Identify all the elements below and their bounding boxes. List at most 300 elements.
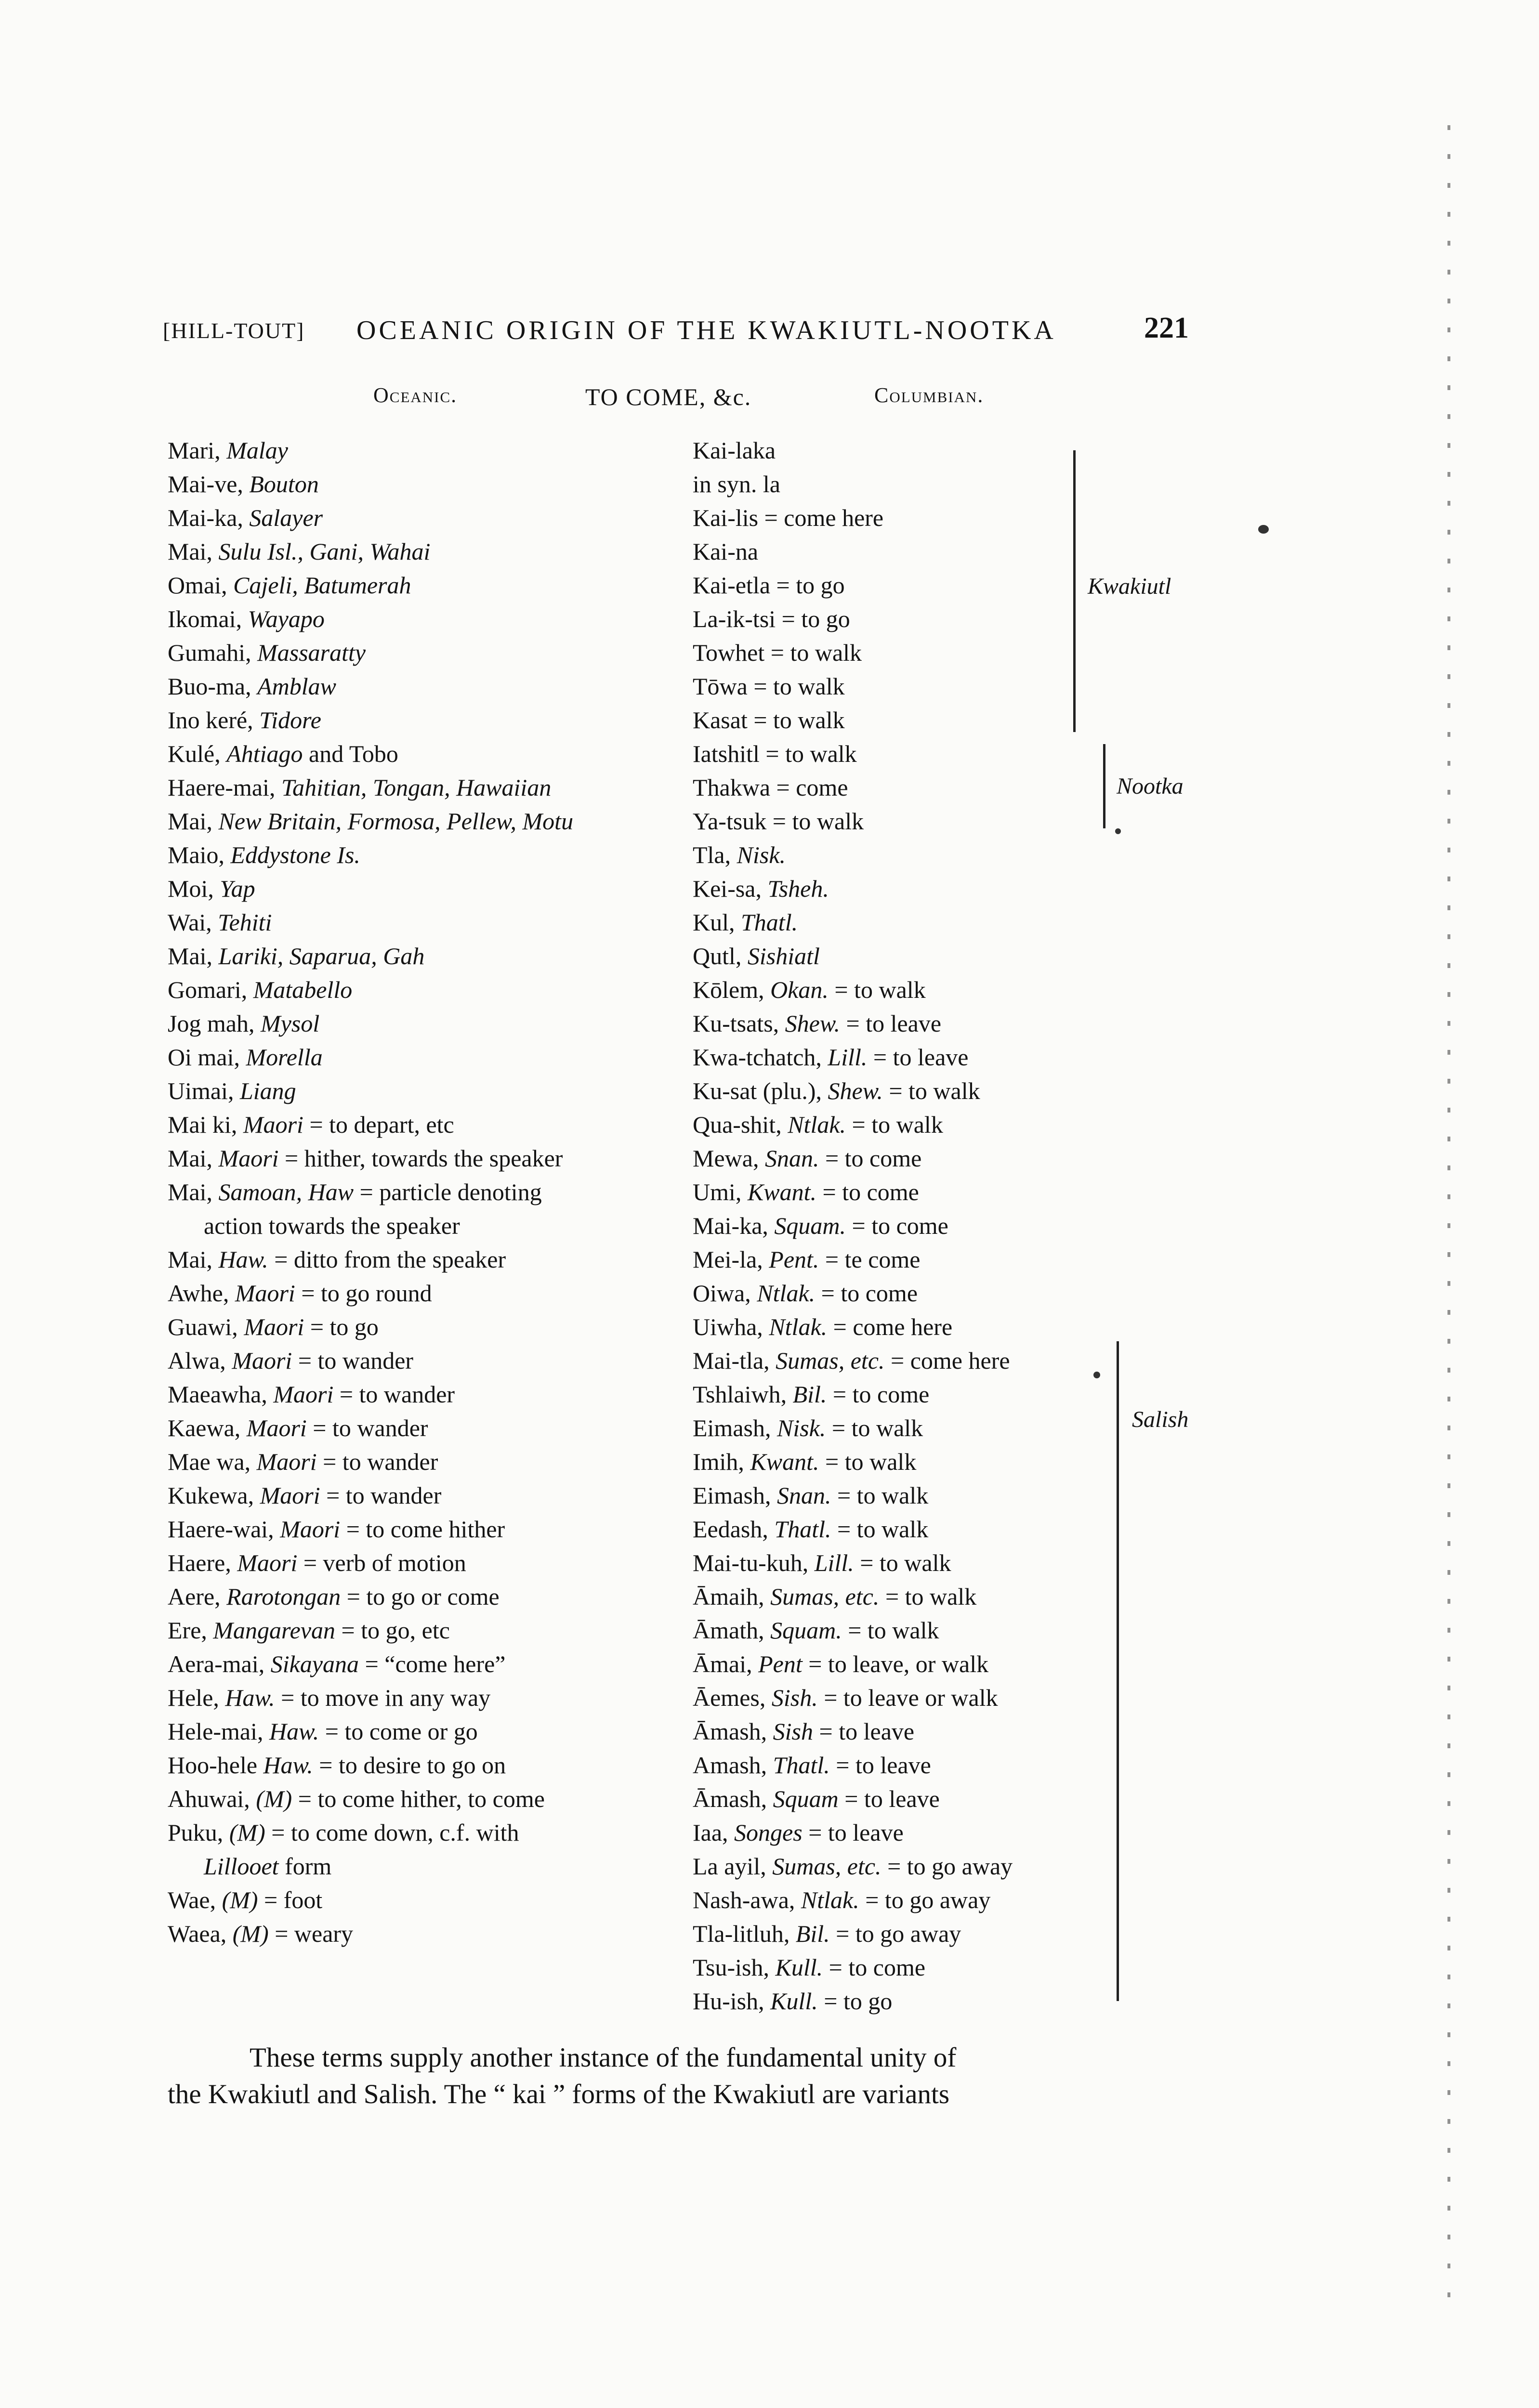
oceanic-gloss: = to go xyxy=(304,1313,379,1340)
oceanic-source-name: (M) xyxy=(232,1920,269,1947)
columbian-headword: Mewa, xyxy=(693,1145,765,1172)
columbian-entry xyxy=(693,1748,1126,1782)
oceanic-headword: Waea, xyxy=(168,1920,233,1947)
columbian-gloss: = to walk xyxy=(826,1414,923,1441)
columbian-headword: Umi, xyxy=(693,1178,748,1205)
oceanic-entry xyxy=(168,703,697,737)
columbian-heading: Columbian. xyxy=(874,383,984,407)
columbian-headword: Thakwa xyxy=(693,774,771,801)
oceanic-entry xyxy=(168,1748,697,1782)
oceanic-headword: Aere, xyxy=(168,1583,227,1610)
oceanic-source-name: Bouton xyxy=(249,471,319,497)
columbian-entry xyxy=(693,669,1126,703)
columbian-source-name: Tsheh. xyxy=(767,875,829,902)
columbian-headword: Ku-tsats, xyxy=(693,1010,785,1037)
oceanic-entry xyxy=(168,1479,697,1512)
oceanic-headword: Mai, xyxy=(168,942,219,969)
columbian-source-name: Snan. xyxy=(776,1482,831,1509)
columbian-gloss: = to go away xyxy=(829,1920,961,1947)
closing-paragraph xyxy=(168,2040,1223,2113)
columbian-gloss: = come xyxy=(770,774,848,801)
columbian-gloss: = to come xyxy=(827,1381,930,1408)
columbian-headword: Eedash, xyxy=(693,1516,775,1543)
columbian-headword: Kōlem, xyxy=(693,976,771,1003)
oceanic-entry xyxy=(168,1883,697,1917)
columbian-source-name: Sumas, etc. xyxy=(776,1347,885,1374)
columbian-entry xyxy=(693,1344,1126,1377)
oceanic-gloss: = to go, etc xyxy=(335,1617,450,1644)
columbian-headword: Hu-ish, xyxy=(693,1988,771,2015)
oceanic-entry xyxy=(168,771,697,804)
columbian-entry xyxy=(693,1377,1126,1411)
nootka-bracket xyxy=(1103,744,1105,828)
columbian-entry xyxy=(693,1849,1126,1883)
oceanic-source-name: Mysol xyxy=(261,1010,320,1037)
columbian-gloss: = come here xyxy=(827,1313,953,1340)
columbian-headword: Kasat xyxy=(693,707,748,733)
columbian-gloss: = to leave, or walk xyxy=(802,1650,989,1677)
oceanic-source-name: Malay xyxy=(226,437,288,464)
columbian-source-name: Sumas, etc. xyxy=(770,1583,880,1610)
oceanic-entry xyxy=(168,1580,697,1613)
oceanic-entry xyxy=(168,1647,697,1681)
columbian-headword: Kai-etla xyxy=(693,572,771,599)
columbian-source-name: Pent. xyxy=(769,1246,819,1273)
columbian-entry xyxy=(693,1445,1126,1479)
columbian-source-name: Songes xyxy=(734,1819,802,1846)
columbian-entry xyxy=(693,1984,1126,2018)
oceanic-heading: Oceanic. xyxy=(373,383,458,407)
columbian-source-name: Pent xyxy=(758,1650,802,1677)
oceanic-gloss: = ditto from the speaker xyxy=(268,1246,506,1273)
oceanic-source-name: Samoan, Haw xyxy=(218,1178,354,1205)
columbian-source-name: Squam. xyxy=(774,1212,846,1239)
oceanic-source-name: Haw. xyxy=(263,1752,313,1779)
oceanic-headword: Wai, xyxy=(168,909,218,936)
columbian-entry xyxy=(693,973,1126,1007)
oceanic-source-name: Maori xyxy=(232,1347,292,1374)
columbian-entry xyxy=(693,1782,1126,1816)
oceanic-entry xyxy=(168,433,697,467)
columbian-source-name: Kwant. xyxy=(747,1178,816,1205)
oceanic-gloss: = to desire to go on xyxy=(313,1752,506,1779)
oceanic-headword: Kukewa, xyxy=(168,1482,260,1509)
oceanic-entry xyxy=(168,1108,697,1141)
salish-label: Salish xyxy=(1132,1407,1189,1432)
columbian-headword: Āemes, xyxy=(693,1684,772,1711)
oceanic-source-name: Cajeli, Batumerah xyxy=(233,572,411,599)
oceanic-source-name: (M) xyxy=(256,1785,292,1812)
columbian-source-name: Thatl. xyxy=(773,1752,830,1779)
columbian-gloss: = to go away xyxy=(859,1886,991,1913)
oceanic-entry xyxy=(168,1681,697,1714)
columbian-gloss: = to leave or walk xyxy=(817,1684,998,1711)
columbian-entry xyxy=(693,1276,1126,1310)
oceanic-entry xyxy=(168,535,697,568)
oceanic-entry xyxy=(168,1377,697,1411)
oceanic-headword: Hele, xyxy=(168,1684,225,1711)
oceanic-entry xyxy=(168,1074,697,1108)
columbian-entry xyxy=(693,602,1126,636)
columbian-entry xyxy=(693,568,1126,602)
oceanic-entry xyxy=(168,1546,697,1580)
oceanic-gloss: = verb of motion xyxy=(297,1549,466,1576)
columbian-gloss: = to leave xyxy=(838,1785,940,1812)
oceanic-entry xyxy=(168,737,697,771)
oceanic-headword: Mai-ka, xyxy=(168,504,250,531)
running-head xyxy=(0,308,1539,347)
oceanic-source-name: Maori xyxy=(273,1381,334,1408)
oceanic-entry xyxy=(168,1512,697,1546)
scan-speck xyxy=(1258,525,1269,534)
oceanic-gloss: = to move in any way xyxy=(275,1684,491,1711)
oceanic-source-name: Tahitian, Tongan, Hawaiian xyxy=(281,774,552,801)
columbian-source-name: Sish. xyxy=(771,1684,818,1711)
oceanic-entry xyxy=(168,1243,697,1276)
columbian-entry xyxy=(693,737,1126,771)
margin-scan-artifact xyxy=(1447,125,1450,2316)
columbian-entry xyxy=(693,535,1126,568)
nootka-label: Nootka xyxy=(1117,773,1184,799)
oceanic-gloss: = to wander xyxy=(306,1414,428,1441)
oceanic-source-name: Lillooet xyxy=(204,1853,279,1880)
topic-heading: TO COME, &c. xyxy=(585,383,752,410)
oceanic-gloss: = hither, towards the speaker xyxy=(278,1145,563,1172)
page-title: OCEANIC ORIGIN OF THE KWAKIUTL-NOOTKA xyxy=(356,315,1056,345)
oceanic-source-name: Tidore xyxy=(259,707,321,733)
oceanic-source-name: (M) xyxy=(229,1819,265,1846)
columbian-source-name: Bil. xyxy=(792,1381,827,1408)
columbian-headword: Eimash, xyxy=(693,1414,777,1441)
oceanic-headword: Mai ki, xyxy=(168,1111,243,1138)
columbian-entry xyxy=(693,905,1126,939)
column-headings xyxy=(0,383,1539,417)
oceanic-headword: Moi, xyxy=(168,875,220,902)
columbian-headword: La-ik-tsi xyxy=(693,605,776,632)
oceanic-headword: Wae, xyxy=(168,1886,222,1913)
columbian-entry xyxy=(693,1714,1126,1748)
columbian-headword: Tshlaiwh, xyxy=(693,1381,793,1408)
columbian-entry xyxy=(693,804,1126,838)
columbian-gloss: = to leave xyxy=(813,1718,915,1745)
columbian-source-name: Squam. xyxy=(770,1617,842,1644)
columbian-headword: La ayil, xyxy=(693,1853,773,1880)
oceanic-entry xyxy=(168,1917,697,1950)
oceanic-gloss: = weary xyxy=(268,1920,354,1947)
oceanic-source-name: Amblaw xyxy=(257,673,336,700)
oceanic-entry xyxy=(168,1613,697,1647)
columbian-gloss: = to come xyxy=(846,1212,948,1239)
oceanic-gloss: = to come hither, to come xyxy=(292,1785,545,1812)
columbian-headword: Qutl, xyxy=(693,942,748,969)
columbian-gloss: = to walk xyxy=(879,1583,977,1610)
oceanic-headword: Mai, xyxy=(168,808,219,835)
columbian-entry xyxy=(693,501,1126,535)
oceanic-gloss: = to go or come xyxy=(341,1583,500,1610)
oceanic-source-name: Wayapo xyxy=(248,605,325,632)
oceanic-entry xyxy=(168,1714,697,1748)
columbian-gloss: = to walk xyxy=(747,707,845,733)
columbian-gloss: = to come xyxy=(819,1145,922,1172)
oceanic-headword: Ahuwai, xyxy=(168,1785,256,1812)
columbian-gloss: = to walk xyxy=(846,1111,943,1138)
columbian-entry xyxy=(693,467,1126,501)
oceanic-entry xyxy=(168,1849,697,1883)
columbian-entry xyxy=(693,838,1126,872)
columbian-gloss: = to come xyxy=(815,1280,918,1307)
columbian-source-name: Thatl. xyxy=(741,909,798,936)
columbian-entry xyxy=(693,1411,1126,1445)
oceanic-gloss: = foot xyxy=(258,1886,323,1913)
oceanic-entry xyxy=(168,1175,697,1209)
scan-speck xyxy=(1115,828,1121,834)
columbian-gloss: = to walk xyxy=(854,1549,951,1576)
oceanic-gloss: = to go round xyxy=(295,1280,432,1307)
oceanic-entry xyxy=(168,636,697,669)
columbian-gloss: = to walk xyxy=(842,1617,939,1644)
oceanic-headword: Haere, xyxy=(168,1549,237,1576)
columbian-headword: Eimash, xyxy=(693,1482,777,1509)
columbian-source-name: Shew. xyxy=(828,1077,883,1104)
columbian-entry xyxy=(693,1175,1126,1209)
oceanic-entry xyxy=(168,973,697,1007)
oceanic-source-name: Matabello xyxy=(253,976,353,1003)
columbian-headword: Towhet xyxy=(693,639,765,666)
columbian-entry xyxy=(693,1512,1126,1546)
oceanic-source-name: Liang xyxy=(239,1077,296,1104)
oceanic-source-name: Maori xyxy=(243,1111,303,1138)
columbian-headword: Tsu-ish, xyxy=(693,1954,776,1981)
columbian-entry xyxy=(693,1546,1126,1580)
oceanic-source-name: Maori xyxy=(246,1414,307,1441)
columbian-headword: Ku-sat (plu.), xyxy=(693,1077,828,1104)
oceanic-entry xyxy=(168,602,697,636)
oceanic-gloss: = to wander xyxy=(320,1482,442,1509)
oceanic-gloss: = to come hither xyxy=(340,1516,505,1543)
oceanic-entry xyxy=(168,1445,697,1479)
oceanic-headword: Kaewa, xyxy=(168,1414,247,1441)
columbian-entry xyxy=(693,1007,1126,1040)
columbian-gloss: = to go away xyxy=(881,1853,1013,1880)
columbian-entry xyxy=(693,1243,1126,1276)
columbian-source-name: Sumas, etc. xyxy=(772,1853,881,1880)
oceanic-headword: Jog mah, xyxy=(168,1010,261,1037)
columbian-gloss: = to go xyxy=(817,1988,893,2015)
columbian-gloss: = to come xyxy=(823,1954,926,1981)
oceanic-headword: Mae wa, xyxy=(168,1448,257,1475)
oceanic-headword: Maeawha, xyxy=(168,1381,274,1408)
columbian-headword: Iatshitl xyxy=(693,740,760,767)
author-tag: [HILL-TOUT] xyxy=(163,318,305,343)
oceanic-source-name: Massaratty xyxy=(257,639,366,666)
oceanic-entry xyxy=(168,1040,697,1074)
oceanic-source-name: Morella xyxy=(246,1044,323,1071)
oceanic-headword: Mai, xyxy=(168,1145,219,1172)
columbian-entry xyxy=(693,1040,1126,1074)
oceanic-source-name: Yap xyxy=(220,875,255,902)
oceanic-source-name: Rarotongan xyxy=(226,1583,341,1610)
oceanic-source-name: Sulu Isl., Gani, Wahai xyxy=(218,538,431,565)
oceanic-entry xyxy=(168,1276,697,1310)
oceanic-entry xyxy=(168,939,697,973)
columbian-headword: Ya-tsuk xyxy=(693,808,767,835)
columbian-headword: Mai-tla, xyxy=(693,1347,776,1374)
oceanic-headword: Ino keré, xyxy=(168,707,260,733)
columbian-source-name: Thatl. xyxy=(774,1516,831,1543)
columbian-headword: Amash, xyxy=(693,1752,773,1779)
columbian-source-name: Snan. xyxy=(764,1145,819,1172)
oceanic-entry xyxy=(168,568,697,602)
columbian-headword: Kwa-tchatch, xyxy=(693,1044,828,1071)
oceanic-gloss: = to wander xyxy=(316,1448,438,1475)
columbian-gloss: = to walk xyxy=(764,639,862,666)
oceanic-headword: Buo-ma, xyxy=(168,673,258,700)
closing-line-1: These terms supply another instance of the fundamental unity of xyxy=(250,2042,957,2073)
columbian-headword: Mai-tu-kuh, xyxy=(693,1549,815,1576)
columbian-source-name: Ntlak. xyxy=(757,1280,816,1307)
oceanic-gloss: = to wander xyxy=(292,1347,414,1374)
oceanic-source-name: Maori xyxy=(218,1145,279,1172)
oceanic-gloss: and Tobo xyxy=(303,740,398,767)
oceanic-entry xyxy=(168,1007,697,1040)
oceanic-entry xyxy=(168,1310,697,1344)
columbian-gloss: = come here xyxy=(758,504,884,531)
columbian-headword: Āmash, xyxy=(693,1785,773,1812)
columbian-source-name: Sishiatl xyxy=(747,942,820,969)
columbian-entry xyxy=(693,1883,1126,1917)
columbian-source-name: Kwant. xyxy=(750,1448,819,1475)
oceanic-entry xyxy=(168,1141,697,1175)
columbian-gloss: = to go xyxy=(770,572,845,599)
oceanic-source-name: New Britain, Formosa, Pellew, Motu xyxy=(218,808,574,835)
columbian-headword: Kul, xyxy=(693,909,741,936)
columbian-gloss: = to leave xyxy=(840,1010,942,1037)
oceanic-source-name: Salayer xyxy=(249,504,323,531)
columbian-headword: Qua-shit, xyxy=(693,1111,788,1138)
oceanic-entry xyxy=(168,1209,697,1243)
oceanic-entry xyxy=(168,1782,697,1816)
oceanic-gloss: = to come or go xyxy=(319,1718,478,1745)
columbian-source-name: Squam xyxy=(773,1785,839,1812)
oceanic-gloss: action towards the speaker xyxy=(204,1212,460,1239)
columbian-entry xyxy=(693,1580,1126,1613)
columbian-source-name: Kull. xyxy=(775,1954,823,1981)
columbian-entry xyxy=(693,1681,1126,1714)
scan-speck xyxy=(1093,1372,1100,1378)
oceanic-gloss: = “come here” xyxy=(359,1650,506,1677)
columbian-entry xyxy=(693,636,1126,669)
oceanic-source-name: Ahtiago xyxy=(226,740,303,767)
columbian-gloss: = to walk xyxy=(747,673,845,700)
columbian-entry xyxy=(693,1310,1126,1344)
columbian-headword: Mei-la, xyxy=(693,1246,769,1273)
oceanic-entry xyxy=(168,467,697,501)
columbian-headword: Āmath, xyxy=(693,1617,771,1644)
columbian-entry xyxy=(693,771,1126,804)
columbian-entry xyxy=(693,1479,1126,1512)
columbian-gloss: = to walk xyxy=(828,976,926,1003)
oceanic-source-name: Maori xyxy=(244,1313,304,1340)
columbian-headword: Mai-ka, xyxy=(693,1212,775,1239)
oceanic-headword: Mari, xyxy=(168,437,227,464)
oceanic-entry xyxy=(168,838,697,872)
oceanic-entry xyxy=(168,905,697,939)
oceanic-source-name: Sikayana xyxy=(270,1650,359,1677)
oceanic-headword: Ikomai, xyxy=(168,605,248,632)
columbian-gloss: = to walk xyxy=(882,1077,980,1104)
oceanic-source-name: Mangarevan xyxy=(213,1617,336,1644)
oceanic-headword: Haere-mai, xyxy=(168,774,281,801)
columbian-gloss: = to walk xyxy=(831,1516,929,1543)
columbian-headword: Āmai, xyxy=(693,1650,759,1677)
columbian-gloss: = come here xyxy=(884,1347,1010,1374)
oceanic-gloss: = to wander xyxy=(333,1381,455,1408)
oceanic-source-name: Maori xyxy=(235,1280,295,1307)
oceanic-headword: Awhe, xyxy=(168,1280,235,1307)
oceanic-source-name: Eddystone Is. xyxy=(230,841,360,868)
oceanic-headword: Mai, xyxy=(168,1246,219,1273)
columbian-source-name: Nisk. xyxy=(737,841,786,868)
oceanic-gloss: form xyxy=(278,1853,332,1880)
columbian-source-name: Bil. xyxy=(795,1920,830,1947)
columbian-gloss: = to walk xyxy=(759,740,857,767)
columbian-entry xyxy=(693,1074,1126,1108)
oceanic-headword: Gomari, xyxy=(168,976,253,1003)
oceanic-source-name: Maori xyxy=(260,1482,320,1509)
columbian-gloss: = to walk xyxy=(819,1448,917,1475)
columbian-gloss: = te come xyxy=(819,1246,921,1273)
oceanic-entry xyxy=(168,501,697,535)
oceanic-column xyxy=(168,433,697,1950)
columbian-headword: Āmash, xyxy=(693,1718,773,1745)
oceanic-headword: Mai-ve, xyxy=(168,471,250,497)
oceanic-headword: Omai, xyxy=(168,572,234,599)
columbian-source-name: Shew. xyxy=(785,1010,840,1037)
columbian-headword: Kai-na xyxy=(693,538,759,565)
oceanic-headword: Alwa, xyxy=(168,1347,232,1374)
oceanic-source-name: Lariki, Saparua, Gah xyxy=(218,942,425,969)
columbian-source-name: Ntlak. xyxy=(769,1313,828,1340)
columbian-headword: Kai-lis xyxy=(693,504,759,531)
columbian-gloss: = to come xyxy=(816,1178,919,1205)
columbian-source-name: Nisk. xyxy=(776,1414,826,1441)
oceanic-entry xyxy=(168,872,697,905)
oceanic-source-name: Haw. xyxy=(225,1684,275,1711)
columbian-entry xyxy=(693,1647,1126,1681)
oceanic-headword: Haere-wai, xyxy=(168,1516,280,1543)
oceanic-entry xyxy=(168,1816,697,1849)
columbian-gloss: = to walk xyxy=(831,1482,929,1509)
columbian-headword: Oiwa, xyxy=(693,1280,757,1307)
oceanic-source-name: Maori xyxy=(256,1448,317,1475)
kwakiutl-label: Kwakiutl xyxy=(1088,574,1171,599)
closing-line-2: the Kwakiutl and Salish. The “ kai ” forms of the Kwakiutl are variants xyxy=(168,2079,949,2109)
oceanic-headword: Guawi, xyxy=(168,1313,244,1340)
columbian-gloss: = to leave xyxy=(802,1819,904,1846)
columbian-column xyxy=(693,433,1126,2018)
columbian-source-name: Lill. xyxy=(828,1044,868,1071)
columbian-gloss: = to go xyxy=(776,605,850,632)
oceanic-gloss: = to come down, c.f. with xyxy=(265,1819,519,1846)
columbian-headword: in syn. la xyxy=(693,471,780,497)
oceanic-headword: Ere, xyxy=(168,1617,213,1644)
columbian-source-name: Kull. xyxy=(770,1988,818,2015)
oceanic-source-name: Haw. xyxy=(269,1718,319,1745)
columbian-headword: Iaa, xyxy=(693,1819,735,1846)
columbian-headword: Uiwha, xyxy=(693,1313,769,1340)
oceanic-gloss: = to depart, etc xyxy=(303,1111,454,1138)
oceanic-headword: Hoo-hele xyxy=(168,1752,263,1779)
